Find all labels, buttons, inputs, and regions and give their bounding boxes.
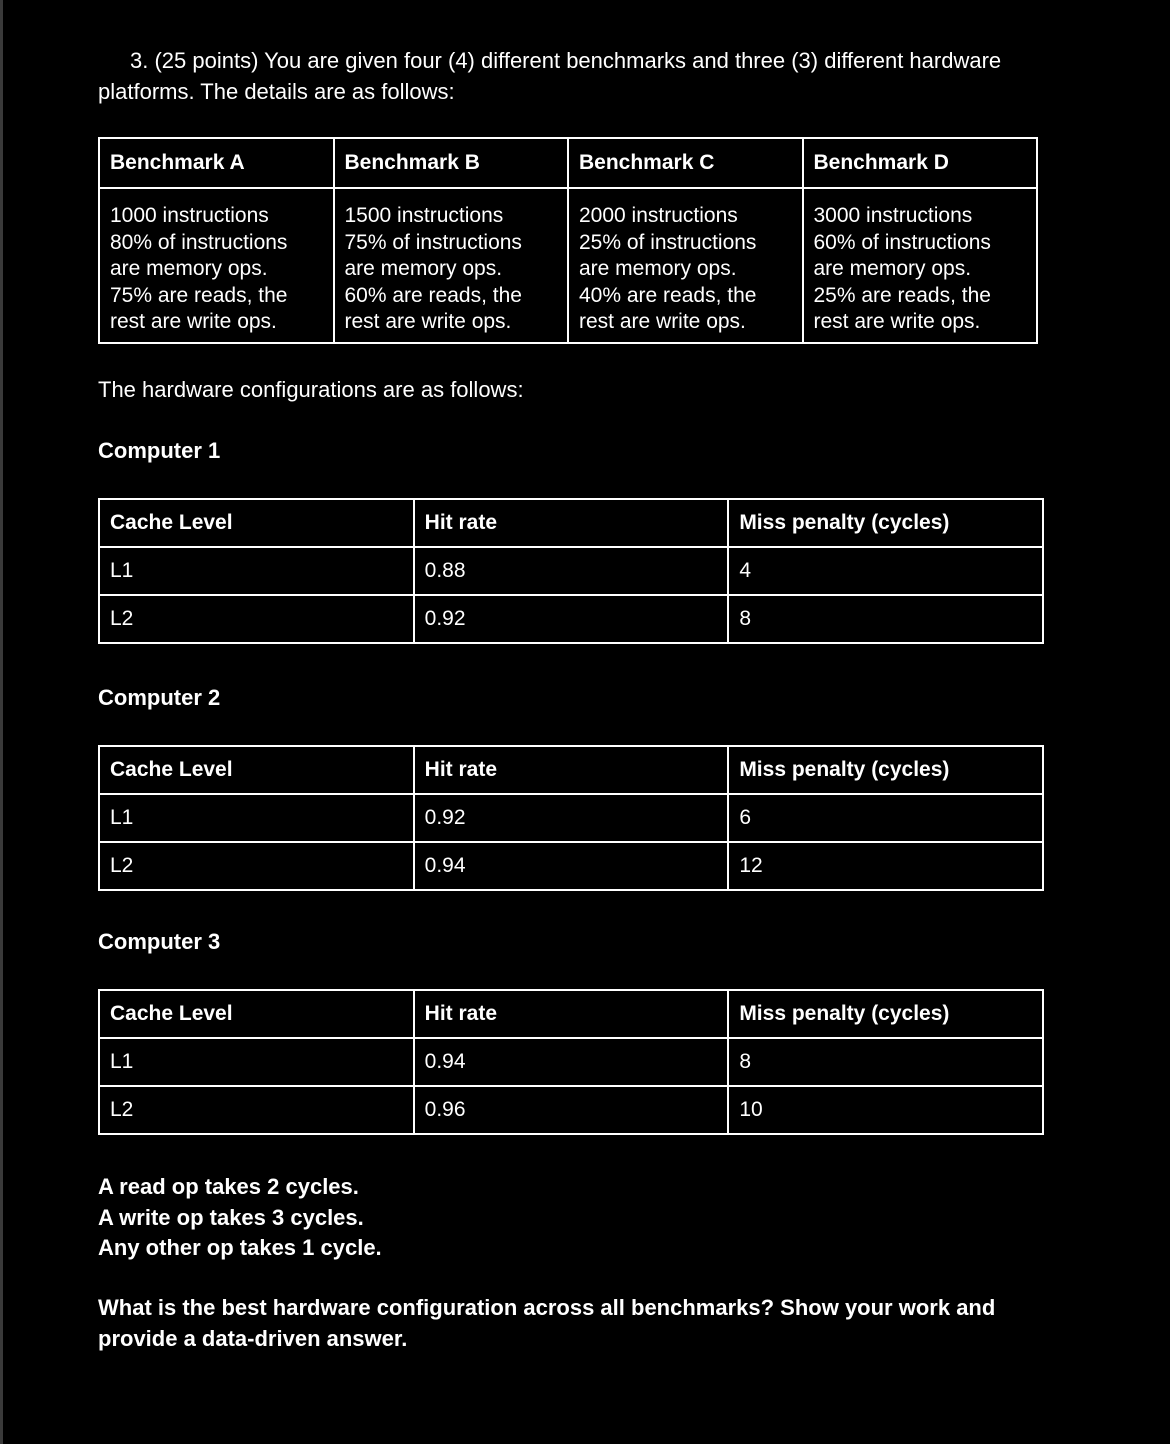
table-row [99,547,1043,595]
benchmark-detail-line: 60% of instructions [813,230,991,254]
benchmark-a-details [99,188,334,343]
benchmark-header: Benchmark B [334,138,569,188]
benchmark-detail-line: rest are write ops. [579,310,746,333]
benchmark-detail-line: rest are write ops. [344,310,512,333]
hit-rate-cell: 0.92 [414,595,729,643]
cache-header-row [99,990,1043,1038]
note-line: A read op takes 2 cycles. [98,1174,359,1199]
hit-rate-header: Hit rate [414,990,729,1038]
hit-rate-header: Hit rate [414,746,729,794]
benchmark-header-row [99,138,1037,188]
miss-penalty-cell: 6 [728,794,1043,842]
note-line: A write op takes 3 cycles. [98,1204,364,1230]
cache-level-header: Cache Level [99,990,414,1038]
benchmark-header: Benchmark A [99,138,334,188]
benchmark-detail-line: 3000 instructions [813,204,973,227]
hit-rate-cell: 0.88 [414,547,729,595]
miss-penalty-cell: 4 [728,547,1043,595]
benchmark-detail-line: 75% of instructions [344,230,522,254]
op-cycle-notes [98,1172,382,1264]
benchmark-detail-line: 40% are reads, the [579,283,757,307]
computer-2-cache-table [98,745,1044,891]
benchmark-detail-line: are memory ops. [344,257,503,280]
benchmark-detail-line: 1000 instructions [110,204,269,227]
benchmark-header: Benchmark D [803,138,1038,188]
cache-level-header: Cache Level [99,746,414,794]
miss-penalty-cell: 8 [728,1038,1043,1086]
miss-penalty-header: Miss penalty (cycles) [728,990,1043,1038]
benchmark-detail-line: 75% are reads, the [110,283,288,307]
computer-3-cache-table [98,989,1044,1135]
benchmark-header: Benchmark C [568,138,803,188]
benchmark-detail-line: rest are write ops. [813,310,981,333]
benchmark-detail-line: 25% are reads, the [813,283,991,307]
note-line: Any other op takes 1 cycle. [98,1235,382,1260]
cache-level-header: Cache Level [99,499,414,547]
cache-level-cell: L1 [99,794,414,842]
benchmark-detail-line: are memory ops. [813,257,972,280]
cache-header-row [99,746,1043,794]
benchmark-detail-line: rest are write ops. [110,310,277,333]
benchmark-detail-line: 60% are reads, the [344,283,522,307]
benchmark-detail-line: are memory ops. [110,257,268,280]
benchmark-b-details [334,188,569,343]
miss-penalty-cell: 8 [728,595,1043,643]
computer-3-heading: Computer 3 [98,929,221,954]
computer-1-heading: Computer 1 [98,438,221,463]
table-row [99,1086,1043,1134]
table-row [99,794,1043,842]
table-row [99,842,1043,890]
hit-rate-header: Hit rate [414,499,729,547]
computer-1-cache-table [98,498,1044,644]
final-question: What is the best hardware configuration across all benchmarks? Show your work and provide a data-driven answer. [98,1295,996,1351]
miss-penalty-cell: 10 [728,1086,1043,1134]
hit-rate-cell: 0.94 [414,1038,729,1086]
table-row [99,1038,1043,1086]
benchmark-detail-line: are memory ops. [579,257,737,280]
benchmark-detail-line: 2000 instructions [579,204,738,227]
cache-level-cell: L1 [99,547,414,595]
benchmark-c-details [568,188,803,343]
hit-rate-cell: 0.96 [414,1086,729,1134]
miss-penalty-cell: 12 [728,842,1043,890]
benchmark-detail-row [99,188,1037,343]
benchmark-d-details [803,188,1038,343]
benchmark-detail-line: 25% of instructions [579,230,757,254]
cache-level-cell: L2 [99,595,414,643]
page-edge [0,0,3,1444]
hardware-intro: The hardware configurations are as follows: [98,377,524,402]
question-text: 3. (25 points) You are given four (4) different benchmarks and three (3) different hardware platforms. The details are as follows: [98,48,1002,104]
miss-penalty-header: Miss penalty (cycles) [728,746,1043,794]
cache-level-cell: L2 [99,842,414,890]
cache-level-cell: L1 [99,1038,414,1086]
computer-2-heading: Computer 2 [98,685,221,710]
table-row [99,595,1043,643]
benchmark-detail-line: 1500 instructions [344,204,504,227]
benchmark-detail-line: 80% of instructions [110,230,288,254]
cache-level-cell: L2 [99,1086,414,1134]
hit-rate-cell: 0.92 [414,794,729,842]
hit-rate-cell: 0.94 [414,842,729,890]
benchmark-table [98,137,1038,344]
miss-penalty-header: Miss penalty (cycles) [728,499,1043,547]
cache-header-row [99,499,1043,547]
